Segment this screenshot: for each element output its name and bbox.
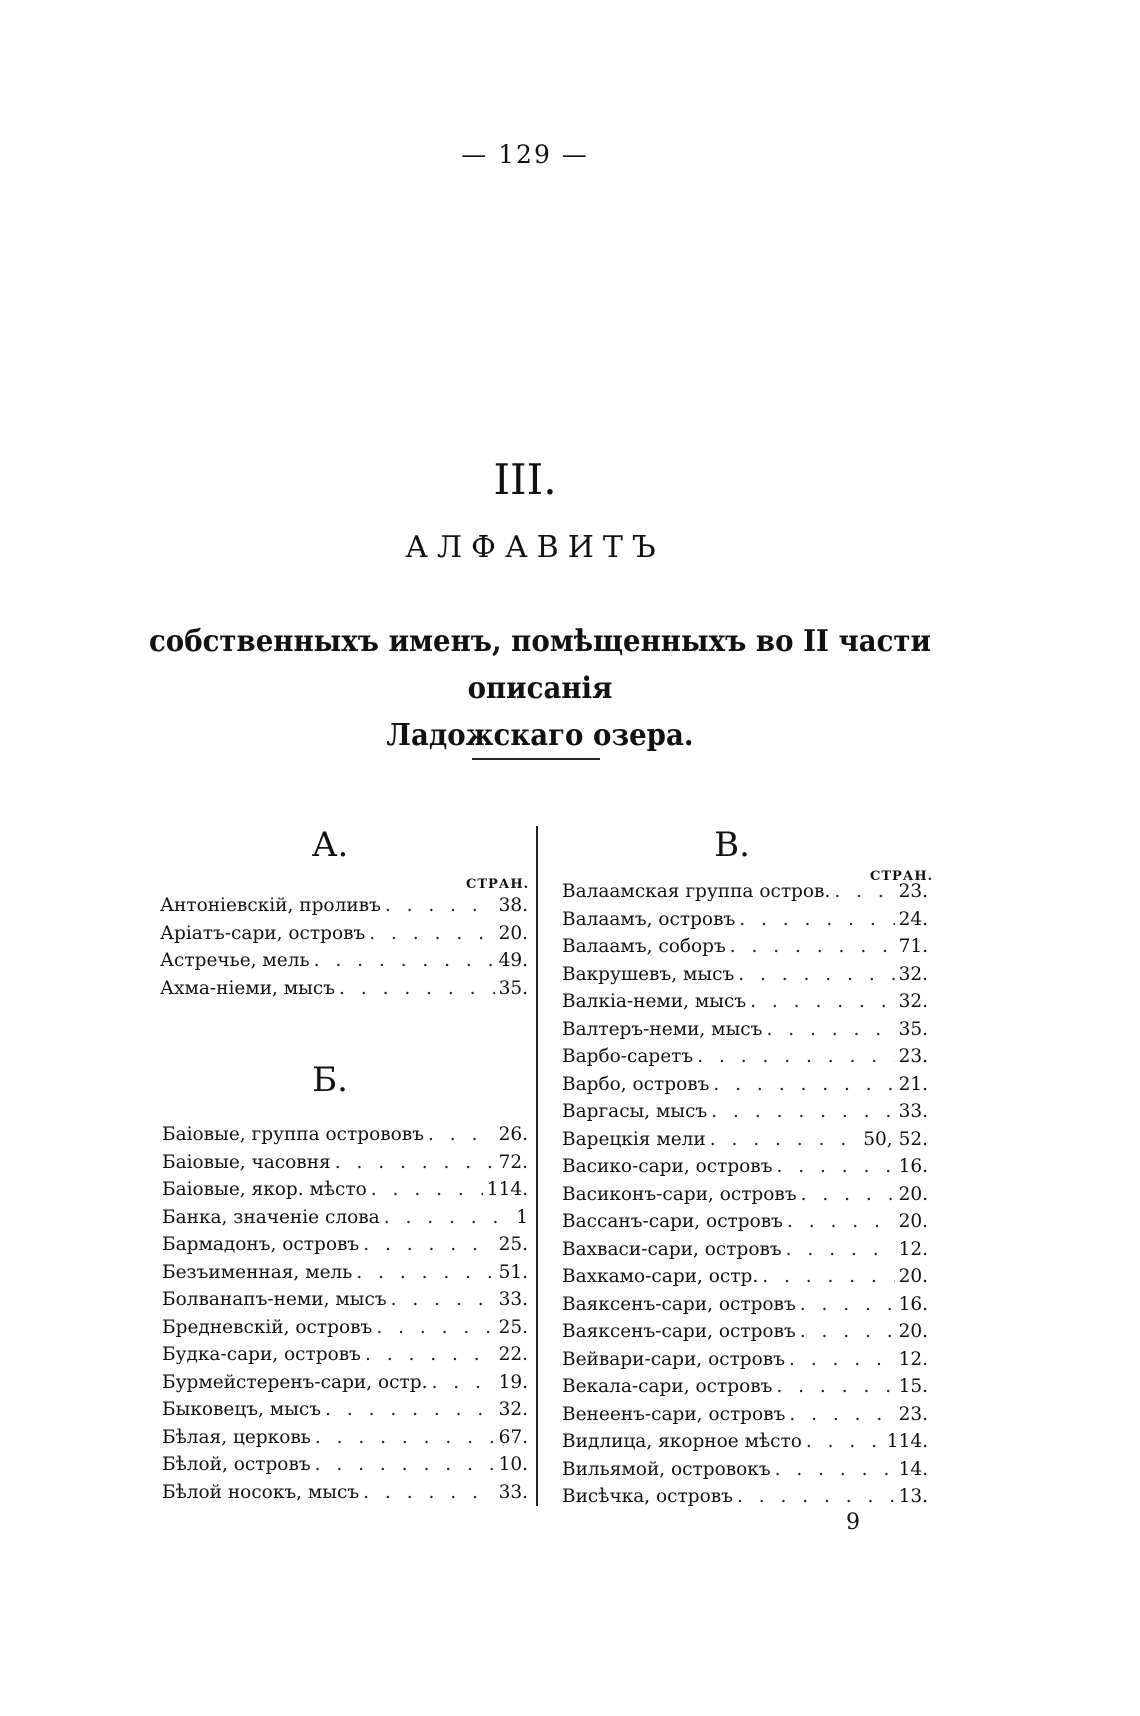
index-entry: [162, 1204, 528, 1232]
entry-page: 19.: [498, 1371, 528, 1393]
entry-page: 33.: [498, 1289, 528, 1310]
index-entry: [162, 1149, 528, 1177]
leader-dots: [706, 1126, 860, 1154]
entry-page: 16.: [898, 1156, 928, 1177]
entry-name: Астречье, мель: [160, 950, 310, 971]
entries-v: [562, 878, 928, 1511]
leader-dots: [734, 961, 894, 989]
entry-page: 32.: [898, 963, 928, 985]
entry-name: Висѣчка, островъ: [562, 1486, 733, 1507]
index-entry: [562, 1016, 928, 1044]
index-entry: [562, 906, 928, 934]
leader-dots: [693, 1043, 894, 1071]
leader-dots: [381, 892, 495, 920]
leader-dots: [733, 1483, 895, 1511]
entry-name: Бѣлая, церковь: [162, 1426, 311, 1448]
index-entry: [562, 1043, 928, 1071]
leader-dots: [372, 1314, 494, 1342]
index-entry: [562, 961, 928, 989]
index-entry: [162, 1451, 528, 1479]
leader-dots: [796, 1318, 895, 1346]
leader-dots: [387, 1286, 495, 1314]
entry-page: 13.: [898, 1486, 928, 1507]
entry-name: Бредневскій, островъ: [162, 1316, 373, 1338]
leader-dots: [772, 1373, 894, 1401]
entries-a: [160, 892, 528, 1002]
index-entry: [562, 1346, 928, 1374]
leader-dots: [311, 1451, 495, 1479]
index-entry: [162, 1176, 528, 1204]
section-letter-b: Б.: [312, 1060, 348, 1100]
entry-page: 72.: [498, 1151, 528, 1173]
leader-dots: [367, 1176, 483, 1204]
index-entry: [162, 1369, 528, 1397]
index-entry: [162, 1286, 528, 1314]
entry-page: 20.: [898, 1266, 928, 1287]
index-entry: [162, 1121, 528, 1149]
title-rule: [472, 758, 600, 760]
page-column-header-left: СТРАН.: [466, 877, 530, 892]
entry-page: 35.: [498, 977, 528, 999]
leader-dots: [735, 906, 894, 934]
index-entry: [562, 1483, 928, 1511]
entry-name: Бармадонъ, островъ: [162, 1234, 360, 1255]
index-subtitle: [135, 618, 945, 759]
entry-name: Бѣлой, островъ: [162, 1454, 311, 1475]
subtitle-line-2: Ладожскаго озера.: [386, 718, 694, 753]
index-entry: [160, 947, 528, 975]
index-entry: [160, 920, 528, 948]
index-entry: [162, 1341, 528, 1369]
entry-name: Баіовые, якор. мѣсто: [162, 1179, 367, 1200]
index-entry: [160, 892, 528, 920]
leader-dots: [359, 1479, 494, 1507]
entry-name: Валтеръ-неми, мысъ: [562, 1018, 763, 1040]
section-numeral: III.: [493, 455, 557, 504]
leader-dots: [726, 933, 895, 961]
index-entry: [562, 1401, 928, 1429]
entry-page: 23.: [898, 1046, 928, 1067]
entry-page: 12.: [898, 1348, 928, 1370]
leader-dots: [783, 1208, 895, 1236]
index-entry: [162, 1231, 528, 1259]
leader-dots: [707, 1098, 894, 1126]
index-entry: [562, 1373, 928, 1401]
entry-page: 14.: [898, 1458, 928, 1480]
signature-mark: 9: [846, 1510, 860, 1535]
entry-page: 35.: [898, 1018, 928, 1040]
leader-dots: [380, 1204, 513, 1232]
section-letter-a: А.: [311, 825, 349, 865]
entry-name: Варгасы, мысъ: [562, 1101, 708, 1122]
entry-page: 20.: [898, 1183, 928, 1205]
entry-page: 23.: [898, 881, 928, 902]
entry-name: Варбо-саретъ: [562, 1046, 694, 1067]
entry-name: Вакрушевъ, мысъ: [562, 963, 735, 985]
leader-dots: [802, 1428, 883, 1456]
entry-page: 33.: [498, 1481, 528, 1503]
page-number: — 129 —: [461, 140, 589, 169]
entry-name: Ахма-ніеми, мысъ: [160, 977, 336, 999]
entry-page: 32.: [898, 991, 928, 1012]
entry-name: Варбо, островъ: [562, 1073, 710, 1095]
entry-page: 20.: [898, 1211, 928, 1232]
entry-page: 22.: [498, 1344, 528, 1365]
column-divider: [536, 826, 538, 1506]
entry-name: Валкіа-неми, мысъ: [562, 991, 747, 1012]
leader-dots: [424, 1121, 495, 1149]
index-entry: [562, 878, 928, 906]
page-column-header-right: СТРАН.: [870, 869, 934, 884]
entry-name: Ваяксенъ-сари, островъ: [562, 1293, 796, 1315]
entry-name: Вильямой, островокъ: [562, 1458, 771, 1480]
leader-dots: [785, 1346, 895, 1374]
index-entry: [562, 1236, 928, 1264]
entry-page: 33.: [898, 1101, 928, 1122]
index-entry: [562, 1263, 928, 1291]
entry-page: 16.: [898, 1293, 928, 1315]
entry-name: Видлица, якорное мѣсто: [562, 1431, 802, 1452]
leader-dots: [782, 1236, 895, 1264]
index-entry: [562, 1126, 928, 1154]
entry-name: Баіовые, часовня: [162, 1151, 331, 1173]
entry-name: Валаамъ, островъ: [562, 908, 736, 930]
entry-page: 20.: [498, 922, 528, 944]
entry-name: Баіовые, группа острововъ: [162, 1124, 424, 1145]
entry-name: Аріатъ-сари, островъ: [160, 922, 366, 944]
entry-name: Векала-сари, островъ: [562, 1376, 773, 1397]
entry-page: 49.: [498, 950, 528, 971]
entry-name: Валаамъ, соборъ: [562, 936, 726, 957]
index-entry: [562, 1456, 928, 1484]
entry-name: Будка-сари, островъ: [162, 1344, 361, 1365]
entry-page: 1: [516, 1206, 528, 1228]
index-entry: [162, 1396, 528, 1424]
index-entry: [162, 1479, 528, 1507]
index-entry: [162, 1424, 528, 1452]
leader-dots: [797, 1181, 895, 1209]
entry-name: Васиконъ-сари, островъ: [562, 1183, 797, 1205]
entry-page: 51.: [498, 1261, 528, 1283]
entry-page: 25.: [498, 1234, 528, 1255]
entry-page: 20.: [898, 1321, 928, 1342]
leader-dots: [310, 947, 495, 975]
entries-b: [162, 1121, 528, 1506]
leader-dots: [427, 1369, 494, 1397]
entry-page: 50, 52.: [863, 1128, 928, 1150]
index-entry: [562, 1428, 928, 1456]
leader-dots: [311, 1424, 495, 1452]
index-entry: [162, 1259, 528, 1287]
entry-name: Банка, значеніе слова: [162, 1206, 380, 1228]
entry-page: 67.: [498, 1426, 528, 1448]
index-entry: [562, 1153, 928, 1181]
entry-page: 10.: [498, 1454, 528, 1475]
entry-name: Венеенъ-сари, островъ: [562, 1403, 786, 1425]
index-entry: [562, 933, 928, 961]
entry-name: Бѣлой носокъ, мысъ: [162, 1481, 360, 1503]
entry-page: 114.: [886, 1431, 928, 1452]
index-entry: [562, 1318, 928, 1346]
entry-name: Безъименная, мель: [162, 1261, 353, 1283]
entry-name: Бурмейстеренъ-сари, остр.: [162, 1371, 428, 1393]
leader-dots: [365, 920, 494, 948]
subtitle-line-1: собственныхъ именъ, помѣщенныхъ во II части описанія: [148, 624, 931, 706]
entry-name: Варецкія мели: [562, 1128, 706, 1150]
entry-page: 114.: [486, 1179, 528, 1200]
leader-dots: [830, 878, 894, 906]
leader-dots: [758, 1263, 894, 1291]
index-entry: [162, 1314, 528, 1342]
entry-name: Антоніевскій, проливъ: [160, 895, 381, 916]
entry-name: Болванапъ-неми, мысъ: [162, 1289, 387, 1310]
entry-page: 25.: [498, 1316, 528, 1338]
entry-page: 24.: [898, 908, 928, 930]
leader-dots: [321, 1396, 495, 1424]
leader-dots: [709, 1071, 894, 1099]
index-entry: [562, 1071, 928, 1099]
leader-dots: [771, 1456, 895, 1484]
leader-dots: [746, 988, 894, 1016]
entry-page: 26.: [498, 1124, 528, 1145]
entry-name: Вахваси-сари, островъ: [562, 1238, 782, 1260]
entry-page: 21.: [898, 1073, 928, 1095]
entry-page: 71.: [898, 936, 928, 957]
entry-page: 23.: [898, 1403, 928, 1425]
entry-page: 32.: [498, 1399, 528, 1420]
index-entry: [562, 988, 928, 1016]
entry-name: Вахкамо-сари, остр.: [562, 1266, 759, 1287]
leader-dots: [762, 1016, 894, 1044]
index-entry: [562, 1208, 928, 1236]
entry-page: 15.: [898, 1376, 928, 1397]
leader-dots: [359, 1231, 494, 1259]
leader-dots: [331, 1149, 495, 1177]
leader-dots: [352, 1259, 494, 1287]
index-entry: [160, 975, 528, 1003]
entry-page: 38.: [498, 895, 528, 916]
entry-name: Вассанъ-сари, островъ: [562, 1211, 783, 1232]
index-entry: [562, 1291, 928, 1319]
leader-dots: [773, 1153, 895, 1181]
leader-dots: [361, 1341, 495, 1369]
entry-page: 12.: [898, 1238, 928, 1260]
leader-dots: [785, 1401, 894, 1429]
entry-name: Вейвари-сари, островъ: [562, 1348, 785, 1370]
index-title: АЛФАВИТЪ: [405, 530, 665, 565]
section-letter-v: В.: [714, 825, 750, 865]
entry-name: Быковецъ, мысъ: [162, 1399, 322, 1420]
entry-name: Васико-сари, островъ: [562, 1156, 773, 1177]
entry-name: Ваяксенъ-сари, островъ: [562, 1321, 796, 1342]
leader-dots: [335, 975, 495, 1003]
index-entry: [562, 1181, 928, 1209]
leader-dots: [796, 1291, 895, 1319]
index-entry: [562, 1098, 928, 1126]
entry-name: Валаамская группа остров.: [562, 881, 831, 902]
